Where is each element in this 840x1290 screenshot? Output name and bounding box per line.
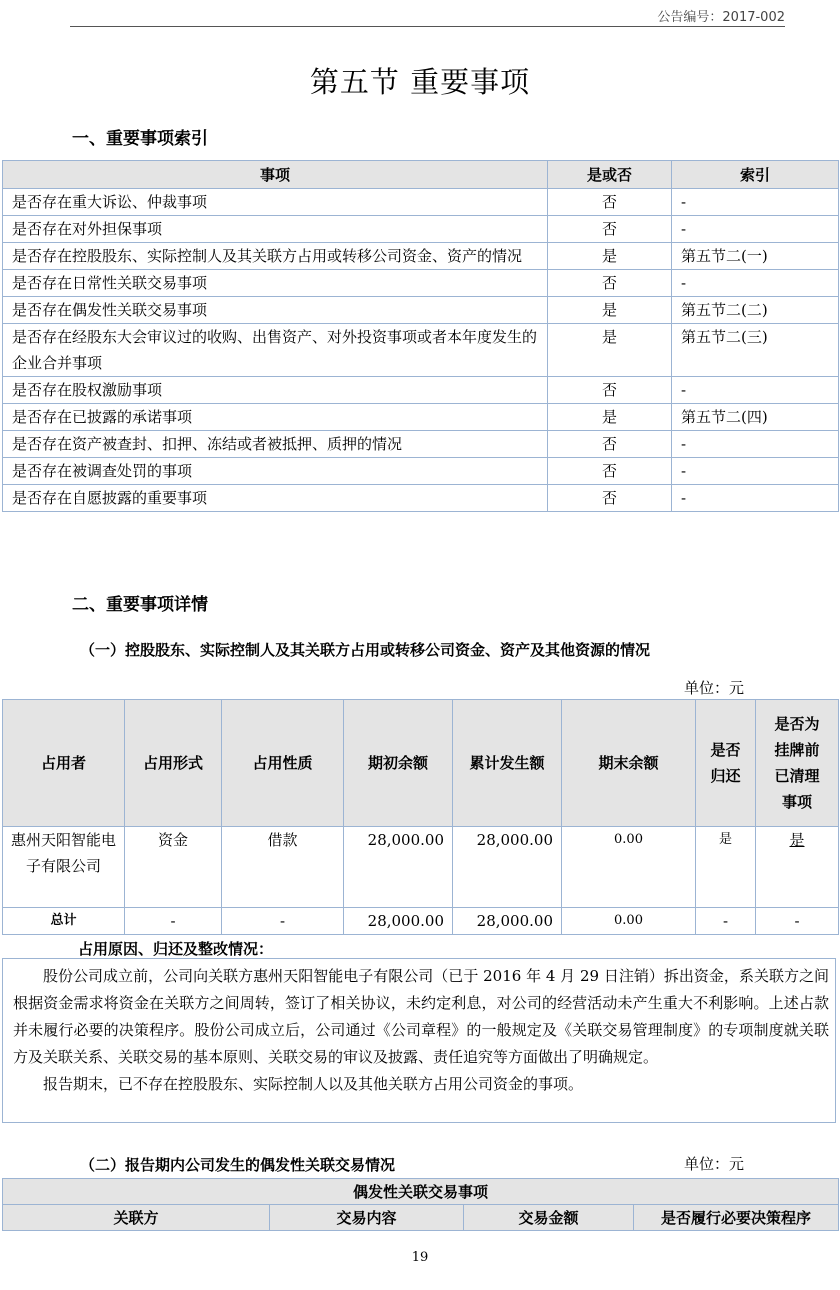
column-header: 期初余额	[344, 700, 453, 827]
total-opening-cell: 28,000.00	[344, 908, 453, 935]
index-cell: 第五节二(三)	[672, 324, 839, 377]
column-header: 占用形式	[125, 700, 222, 827]
table-row	[3, 458, 839, 485]
index-cell: -	[672, 189, 839, 216]
matter-cell: 是否存在控股股东、实际控制人及其关联方占用或转移公司资金、资产的情况	[3, 243, 548, 270]
column-header: 占用性质	[222, 700, 344, 827]
table-header-row	[3, 700, 839, 827]
yes-no-cell: 否	[548, 189, 672, 216]
matter-cell: 是否存在已披露的承诺事项	[3, 404, 548, 431]
opening-balance-cell: 28,000.00	[344, 827, 453, 908]
matter-cell: 是否存在被调查处罚的事项	[3, 458, 548, 485]
index-cell: -	[672, 431, 839, 458]
table-row	[3, 297, 839, 324]
sub2-heading: （二）报告期内公司发生的偶发性关联交易情况	[80, 1156, 396, 1174]
returned-cell: 是	[696, 827, 756, 908]
total-label-cell: 总计	[3, 908, 125, 935]
column-header: 是否为挂牌前已清理事项	[756, 700, 839, 827]
reason-paragraph: 报告期末，已不存在控股股东、实际控制人以及其他关联方占用公司资金的事项。	[43, 1075, 584, 1093]
index-cell: -	[672, 270, 839, 297]
column-header: 关联方	[3, 1205, 270, 1231]
total-closing-cell: 0.00	[562, 908, 696, 935]
column-header: 是否归还	[696, 700, 756, 827]
index-cell: -	[672, 458, 839, 485]
table-row	[3, 216, 839, 243]
yes-no-cell: 否	[548, 216, 672, 243]
occupier-cell: 惠州天阳智能电子有限公司	[3, 827, 125, 908]
yes-no-cell: 否	[548, 270, 672, 297]
column-header: 是或否	[548, 161, 672, 189]
column-header: 交易内容	[270, 1205, 464, 1231]
table-row	[3, 324, 839, 377]
section2-heading: 二、重要事项详情	[72, 595, 208, 615]
table-row	[3, 404, 839, 431]
index-cell: 第五节二(一)	[672, 243, 839, 270]
total-row	[3, 908, 839, 935]
table-header-row	[3, 1205, 839, 1231]
total-returned-cell: -	[696, 908, 756, 935]
page-title: 第五节 重要事项	[309, 65, 531, 99]
reason-text-box	[2, 958, 836, 1123]
index-cell: -	[672, 485, 839, 512]
sub1-heading: （一）控股股东、实际控制人及其关联方占用或转移公司资金、资产及其他资源的情况	[80, 641, 651, 659]
form-cell: 资金	[125, 827, 222, 908]
occasional-related-transactions-table	[2, 1178, 839, 1231]
table-row	[3, 377, 839, 404]
yes-no-cell: 是	[548, 243, 672, 270]
column-header: 占用者	[3, 700, 125, 827]
yes-no-cell: 否	[548, 377, 672, 404]
table-title: 偶发性关联交易事项	[3, 1179, 839, 1205]
announcement-code: 公告编号：2017-002	[657, 10, 785, 25]
column-header: 期末余额	[562, 700, 696, 827]
table-row	[3, 485, 839, 512]
column-header: 索引	[672, 161, 839, 189]
matter-cell: 是否存在重大诉讼、仲裁事项	[3, 189, 548, 216]
table-row	[3, 270, 839, 297]
table-row	[3, 431, 839, 458]
column-header: 事项	[3, 161, 548, 189]
matter-cell: 是否存在偶发性关联交易事项	[3, 297, 548, 324]
total-cleared-cell: -	[756, 908, 839, 935]
table-title-row	[3, 1179, 839, 1205]
yes-no-cell: 否	[548, 485, 672, 512]
column-header: 累计发生额	[453, 700, 562, 827]
header-divider	[70, 26, 785, 27]
matter-cell: 是否存在资产被查封、扣押、冻结或者被抵押、质押的情况	[3, 431, 548, 458]
matter-cell: 是否存在股权激励事项	[3, 377, 548, 404]
total-accumulated-cell: 28,000.00	[453, 908, 562, 935]
index-cell: -	[672, 216, 839, 243]
total-nature-cell: -	[222, 908, 344, 935]
fund-occupation-table	[2, 699, 839, 935]
reason-heading: 占用原因、归还及整改情况：	[78, 940, 274, 958]
page-number: 19	[411, 1250, 429, 1265]
yes-no-cell: 是	[548, 324, 672, 377]
section1-heading: 一、重要事项索引	[72, 129, 208, 149]
matter-cell: 是否存在经股东大会审议过的收购、出售资产、对外投资事项或者本年度发生的企业合并事项	[3, 324, 548, 377]
table-row	[3, 243, 839, 270]
yes-no-cell: 否	[548, 458, 672, 485]
closing-balance-cell: 0.00	[562, 827, 696, 908]
cleared-cell: 是	[756, 827, 839, 908]
reason-paragraph: 股份公司成立前，公司向关联方惠州天阳智能电子有限公司（已于 2016 年 4 月 29 日注销）拆出资金，系关联方之间根据资金需求将资金在关联方之间周转，签订了相关协议，未约定利息，对公司的经营活动未产生重大不利影响。上述占款并未履行必要的决策程序。股份公司成立后，公司通过《公司章程》的一般规定及《关联交易管理制度》的专项制度就关联方及关联关系、关联交易的基本原则、关联交易的审议及披露、责任追究等方面做出了明确规定。	[13, 967, 829, 1066]
accumulated-amount-cell: 28,000.00	[453, 827, 562, 908]
matter-cell: 是否存在日常性关联交易事项	[3, 270, 548, 297]
column-header: 交易金额	[464, 1205, 634, 1231]
sub2-unit: 单位：元	[684, 1155, 745, 1173]
table-row	[3, 827, 839, 908]
yes-no-cell: 否	[548, 431, 672, 458]
table-header-row	[3, 161, 839, 189]
important-matters-index-table	[2, 160, 839, 512]
table-row	[3, 189, 839, 216]
column-header: 是否履行必要决策程序	[634, 1205, 839, 1231]
matter-cell: 是否存在对外担保事项	[3, 216, 548, 243]
total-form-cell: -	[125, 908, 222, 935]
nature-cell: 借款	[222, 827, 344, 908]
index-cell: 第五节二(四)	[672, 404, 839, 431]
matter-cell: 是否存在自愿披露的重要事项	[3, 485, 548, 512]
sub1-unit: 单位：元	[684, 679, 745, 697]
yes-no-cell: 是	[548, 297, 672, 324]
index-cell: -	[672, 377, 839, 404]
yes-no-cell: 是	[548, 404, 672, 431]
index-cell: 第五节二(二)	[672, 297, 839, 324]
